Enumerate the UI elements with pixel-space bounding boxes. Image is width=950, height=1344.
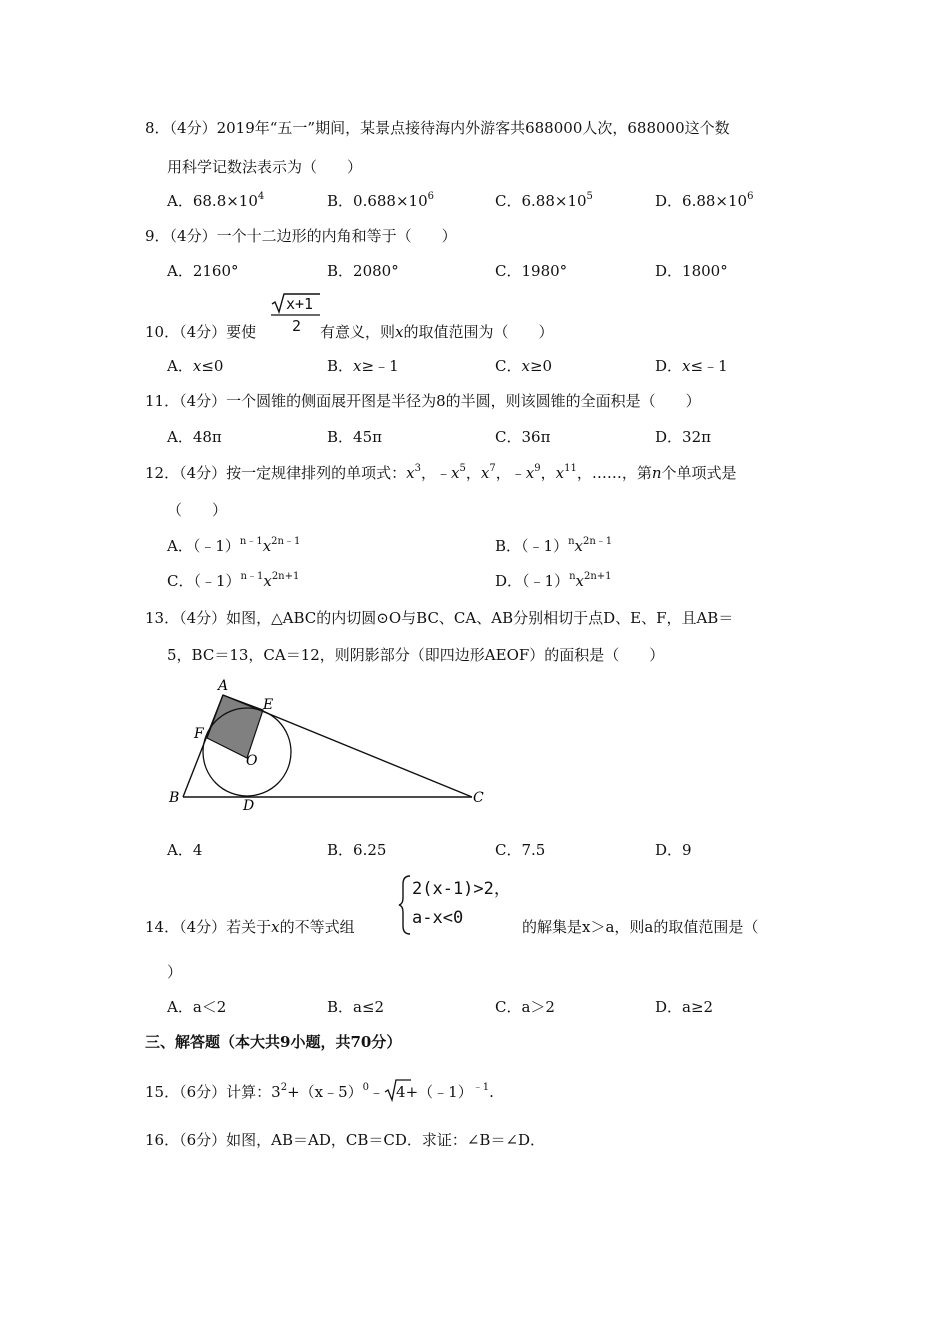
q12-option-a: A．$(﹣1)^{n﹣1}x^{2n﹣1}$ — [167, 536, 301, 555]
q10-fraction-denominator: 2 — [292, 317, 302, 335]
q8-option-b: B．$0.688\times 10^6$ — [327, 191, 435, 210]
shaded-quadrilateral-aeof — [207, 695, 263, 758]
q10-pre: 10．（4分）要使 — [145, 323, 257, 341]
label-e: E — [263, 697, 274, 713]
q12-option-c: C．$(﹣1)^{n﹣1}x^{2n+1}$ — [167, 571, 300, 590]
q12-line1: 12．（4分）按一定规律排列的单项式：$x^3$，$﹣x^5$，$x^7$，$﹣x^9$，$x^{11}$，……，第n个单项式是 — [145, 463, 737, 482]
q13-line1: 13．（4分）如图，△ABC的内切圆⊙O与BC、CA、AB分别相切于点D、E、F，且AB＝ — [145, 609, 734, 627]
q14-pre: 14．（4分）若关于x的不等式组 — [145, 918, 355, 936]
side-ab — [183, 695, 223, 797]
label-c: C — [473, 790, 484, 806]
q14-inequality-system — [398, 874, 518, 936]
q15-sqrt: 4 — [384, 1082, 406, 1102]
q16-line: 16．（6分）如图，AB＝AD，CB＝CD．求证：∠B＝∠D． — [145, 1131, 546, 1149]
q14-option-d: D．a≥2 — [655, 998, 714, 1016]
q14-option-c: C．a＞2 — [495, 998, 555, 1016]
q13-option-b: B．6.25 — [327, 841, 387, 859]
q12-term-4: $﹣x^9$ — [510, 463, 541, 482]
q10-option-c: C．x≥0 — [495, 357, 553, 375]
q12-line2: （ ） — [167, 501, 228, 519]
q14-inequality-2: a-x<0 — [412, 908, 464, 928]
q9-option-a: A．2160° — [167, 262, 239, 280]
q10-fraction — [270, 292, 322, 336]
q9-option-b: B．2080° — [327, 262, 399, 280]
q12-term-5: $x^{11}$ — [555, 463, 577, 482]
q10-fraction-numerator: x+1 — [286, 295, 314, 313]
left-brace — [398, 874, 412, 936]
q14-post: 的解集是x＞a，则a的取值范围是（ — [522, 918, 759, 936]
side-ac — [223, 695, 472, 797]
section-heading: 三、解答题（本大共9小题，共70分） — [145, 1033, 402, 1051]
q9-option-d: D．1800° — [655, 262, 728, 280]
q12-term-3: $x^7$ — [480, 463, 496, 482]
q8-line2: 用科学记数法表示为（ ） — [167, 158, 363, 176]
label-o: O — [246, 753, 258, 769]
q11-option-a: A．48π — [167, 428, 222, 446]
q12-term-2: $﹣x^5$ — [436, 463, 466, 482]
q9-line1: 9．（4分）一个十二边形的内角和等于（ ） — [145, 227, 457, 245]
q8-option-c: C．$6.88\times 10^5$ — [495, 191, 593, 210]
q12-term-1: $x^3$ — [406, 463, 421, 482]
q13-option-d: D．9 — [655, 841, 692, 859]
q12-option-d: D．$(﹣1)^nx^{2n+1}$ — [495, 571, 612, 590]
q11-option-d: D．32π — [655, 428, 711, 446]
q10-option-b: B．x≥﹣1 — [327, 357, 399, 375]
q14-line2: ） — [167, 963, 183, 981]
q15-line: 15．（6分）计算：$3^2+(x﹣5)^0﹣$ 4+（﹣1）$^{﹣1}$. — [145, 1082, 494, 1102]
q13-incircle-figure — [160, 670, 500, 820]
q14-option-a: A．a＜2 — [167, 998, 227, 1016]
q11-line1: 11．（4分）一个圆锥的侧面展开图是半径为8的半圆，则该圆锥的全面积是（ ） — [145, 392, 701, 410]
q11-option-b: B．45π — [327, 428, 382, 446]
q11-option-c: C．36π — [495, 428, 551, 446]
q14-option-b: B．a≤2 — [327, 998, 385, 1016]
label-b: B — [169, 790, 180, 806]
sqrt-sign — [384, 1078, 412, 1102]
q12-option-b: B．$(﹣1)^nx^{2n﹣1}$ — [495, 536, 613, 555]
q13-line2: 5，BC＝13，CA＝12，则阴影部分（即四边形AEOF）的面积是（ ） — [167, 646, 665, 664]
q10-option-d: D．x≤﹣1 — [655, 357, 728, 375]
q8-option-a: A．$68.8\times 10^4$ — [167, 191, 265, 210]
q10-option-a: A．x≤0 — [167, 357, 224, 375]
q8-option-d: D．$6.88\times 10^6$ — [655, 191, 754, 210]
q14-inequality-1: 2(x-1)>2， — [412, 879, 511, 899]
q13-option-a: A．4 — [167, 841, 203, 859]
q8-line1: 8．（4分）2019年“五一”期间，某景点接待海内外游客共688000人次，688000这个数 — [145, 119, 730, 137]
label-a: A — [218, 678, 229, 694]
q9-option-c: C．1980° — [495, 262, 568, 280]
q10-post: 有意义，则x的取值范围为（ ） — [320, 323, 554, 341]
label-d: D — [243, 798, 255, 814]
q13-option-c: C．7.5 — [495, 841, 546, 859]
label-f: F — [194, 726, 204, 742]
